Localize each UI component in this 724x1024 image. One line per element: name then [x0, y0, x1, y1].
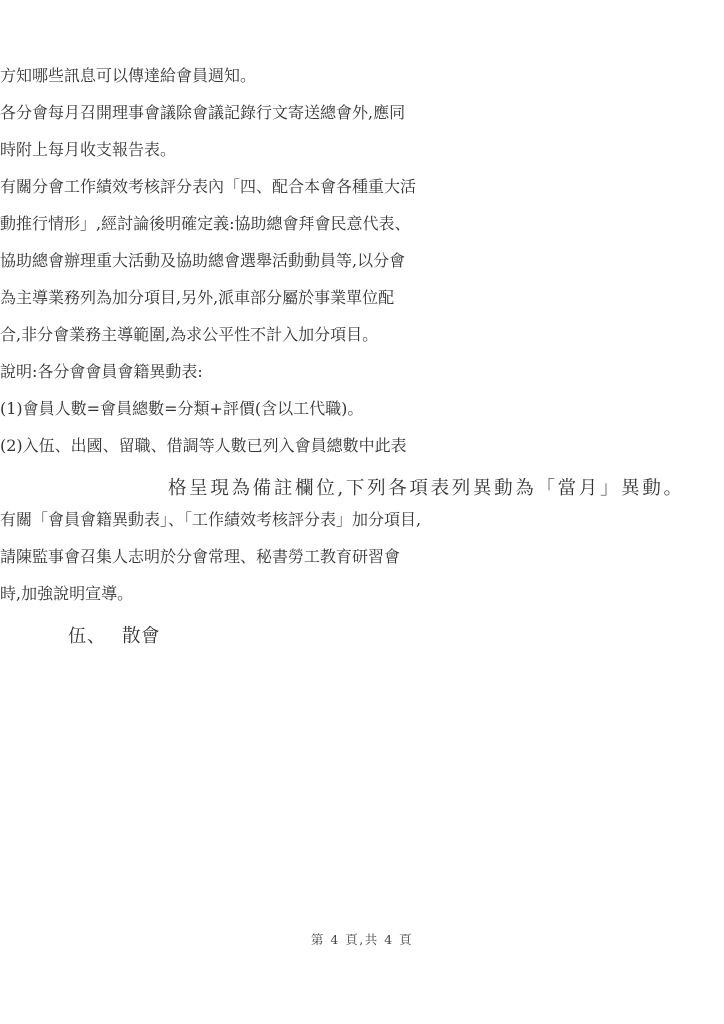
- line-text: 格呈現為備註欄位,下列各項表列異動為「當月」異動。: [168, 478, 682, 499]
- document-line: 各分會每月召開理事會議除會議記錄行文寄送總會外,應同: [0, 103, 406, 122]
- document-line: (1)會員人數=會員總數=分類+評價(含以工代職)。: [0, 399, 364, 418]
- document-line: 為主導業務列為加分項目,另外,派車部分屬於事業單位配: [0, 288, 395, 307]
- document-line: 有關分會工作績效考核評分表內「四、配合本會各種重大活: [0, 177, 417, 196]
- document-line: 方知哪些訊息可以傳達給會員週知。: [0, 66, 257, 85]
- document-line: [0, 470, 724, 507]
- document-body: [0, 63, 724, 655]
- list-marker: 伍、: [68, 626, 106, 647]
- document-line: 時附上每月收支報告表。: [0, 140, 177, 159]
- document-line: [0, 618, 724, 655]
- document-line: 時,加強說明宣導。: [0, 584, 134, 603]
- line-text: 散會: [122, 626, 161, 647]
- document-line: (2)入伍、出國、留職、借調等人數已列入會員總數中此表: [0, 436, 407, 455]
- document-line: 協助總會辦理重大活動及協助總會選舉活動動員等,以分會: [0, 251, 406, 270]
- document-line: 有關「會員會籍異動表」、「工作績效考核評分表」加分項目,: [0, 510, 422, 529]
- document-line: 說明:各分會會員會籍異動表:: [0, 362, 203, 381]
- document-line: 合,非分會業務主導範圍,為求公平性不計入加分項目。: [0, 325, 379, 344]
- page-footer: 第 4 頁,共 4 頁: [310, 932, 414, 947]
- document-line: 請陳監事會召集人志明於分會常理、秘書勞工教育研習會: [0, 547, 401, 566]
- document-line: 動推行情形」,經討論後明確定義:協助總會拜會民意代表、: [0, 214, 411, 233]
